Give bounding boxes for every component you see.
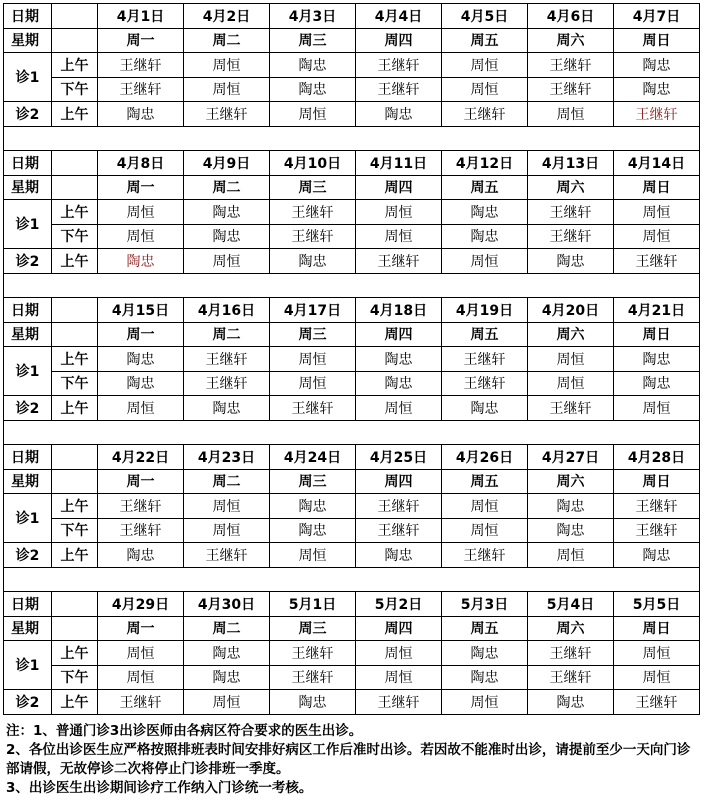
doctor-cell: 王继轩 (270, 665, 356, 690)
doctor-cell: 周恒 (98, 396, 184, 421)
empty-cell (52, 592, 98, 617)
doctor-cell: 周恒 (356, 641, 442, 666)
doctor-cell: 王继轩 (614, 518, 700, 543)
doctor-cell: 陶忠 (614, 347, 700, 372)
doctor-cell: 王继轩 (98, 690, 184, 715)
pm-label: 下午 (52, 518, 98, 543)
am-label: 上午 (52, 494, 98, 519)
doctor-cell: 陶忠 (528, 249, 614, 274)
clinic1-am-row (4, 200, 700, 225)
date-cell: 4月12日 (442, 151, 528, 176)
separator-cell (4, 420, 700, 445)
am-label: 上午 (52, 200, 98, 225)
weekday-row (4, 469, 700, 494)
doctor-cell: 王继轩 (528, 641, 614, 666)
date-row (4, 4, 700, 29)
weekday-cell: 周三 (270, 469, 356, 494)
weekday-cell: 周五 (442, 469, 528, 494)
weekday-cell: 周一 (98, 28, 184, 53)
clinic1-pm-row (4, 224, 700, 249)
separator-cell (4, 126, 700, 151)
weekday-cell: 周一 (98, 322, 184, 347)
weekday-label: 星期 (4, 616, 52, 641)
weekday-row (4, 322, 700, 347)
clinic1-label: 诊1 (4, 347, 52, 396)
date-cell: 4月5日 (442, 4, 528, 29)
doctor-cell: 王继轩 (528, 665, 614, 690)
doctor-cell: 周恒 (98, 224, 184, 249)
doctor-cell: 王继轩 (184, 102, 270, 127)
doctor-cell: 王继轩 (528, 224, 614, 249)
doctor-cell: 王继轩 (184, 347, 270, 372)
empty-cell (52, 322, 98, 347)
doctor-cell: 陶忠 (614, 371, 700, 396)
weekday-label: 星期 (4, 322, 52, 347)
doctor-cell: 王继轩 (528, 396, 614, 421)
doctor-cell: 陶忠 (356, 102, 442, 127)
am-label: 上午 (52, 347, 98, 372)
am-label: 上午 (52, 641, 98, 666)
doctor-cell: 王继轩 (98, 494, 184, 519)
doctor-cell: 陶忠 (184, 665, 270, 690)
date-label: 日期 (4, 4, 52, 29)
clinic1-label: 诊1 (4, 641, 52, 690)
doctor-cell: 陶忠 (98, 102, 184, 127)
empty-cell (52, 4, 98, 29)
am-label: 上午 (52, 396, 98, 421)
date-cell: 4月13日 (528, 151, 614, 176)
date-row (4, 445, 700, 470)
clinic1-pm-row (4, 77, 700, 102)
doctor-cell: 周恒 (442, 518, 528, 543)
doctor-cell: 周恒 (528, 347, 614, 372)
doctor-cell: 王继轩 (270, 224, 356, 249)
clinic2-am-row (4, 249, 700, 274)
doctor-cell: 陶忠 (270, 518, 356, 543)
doctor-cell: 周恒 (528, 371, 614, 396)
doctor-cell: 陶忠 (356, 543, 442, 568)
clinic2-label: 诊2 (4, 543, 52, 568)
doctor-cell: 周恒 (356, 224, 442, 249)
clinic1-pm-row (4, 518, 700, 543)
empty-cell (52, 28, 98, 53)
doctor-cell: 周恒 (270, 543, 356, 568)
clinic1-am-row (4, 641, 700, 666)
clinic2-am-row (4, 396, 700, 421)
doctor-cell: 陶忠 (528, 494, 614, 519)
weekday-cell: 周一 (98, 616, 184, 641)
date-cell: 4月2日 (184, 4, 270, 29)
weekday-cell: 周六 (528, 28, 614, 53)
clinic2-am-row (4, 690, 700, 715)
date-cell: 4月21日 (614, 298, 700, 323)
doctor-cell: 王继轩 (442, 102, 528, 127)
am-label: 上午 (52, 690, 98, 715)
doctor-cell: 陶忠 (184, 200, 270, 225)
doctor-cell: 陶忠 (356, 347, 442, 372)
doctor-cell: 周恒 (528, 543, 614, 568)
doctor-cell: 周恒 (184, 494, 270, 519)
weekday-cell: 周日 (614, 28, 700, 53)
doctor-cell: 周恒 (356, 665, 442, 690)
date-cell: 4月26日 (442, 445, 528, 470)
weekday-cell: 周五 (442, 616, 528, 641)
clinic1-label: 诊1 (4, 494, 52, 543)
weekday-cell: 周三 (270, 616, 356, 641)
date-cell: 4月6日 (528, 4, 614, 29)
date-cell: 5月4日 (528, 592, 614, 617)
clinic2-label: 诊2 (4, 249, 52, 274)
doctor-cell: 王继轩 (270, 200, 356, 225)
doctor-cell: 陶忠 (442, 396, 528, 421)
doctor-cell: 周恒 (270, 102, 356, 127)
doctor-cell: 周恒 (184, 53, 270, 78)
am-label: 上午 (52, 102, 98, 127)
date-cell: 4月18日 (356, 298, 442, 323)
clinic2-label: 诊2 (4, 396, 52, 421)
doctor-cell: 陶忠 (528, 518, 614, 543)
date-cell: 4月3日 (270, 4, 356, 29)
weekday-row (4, 616, 700, 641)
notes (6, 722, 700, 798)
doctor-cell: 周恒 (442, 53, 528, 78)
doctor-cell: 王继轩 (356, 494, 442, 519)
weekday-cell: 周二 (184, 175, 270, 200)
date-cell: 4月9日 (184, 151, 270, 176)
doctor-cell: 陶忠 (184, 641, 270, 666)
week-separator (4, 273, 700, 298)
empty-cell (52, 616, 98, 641)
doctor-cell: 王继轩 (356, 249, 442, 274)
date-cell: 4月14日 (614, 151, 700, 176)
doctor-cell: 王继轩 (614, 249, 700, 274)
doctor-cell: 陶忠 (184, 224, 270, 249)
separator-cell (4, 273, 700, 298)
doctor-cell: 周恒 (270, 347, 356, 372)
doctor-cell: 周恒 (442, 690, 528, 715)
doctor-cell: 周恒 (98, 665, 184, 690)
doctor-cell: 陶忠 (270, 53, 356, 78)
doctor-cell: 王继轩 (356, 53, 442, 78)
doctor-cell: 王继轩 (184, 371, 270, 396)
date-cell: 4月20日 (528, 298, 614, 323)
clinic1-pm-row (4, 371, 700, 396)
date-row (4, 298, 700, 323)
weekday-cell: 周日 (614, 322, 700, 347)
doctor-cell: 陶忠 (184, 396, 270, 421)
doctor-cell: 王继轩 (528, 77, 614, 102)
date-cell: 5月1日 (270, 592, 356, 617)
doctor-cell: 周恒 (98, 200, 184, 225)
doctor-cell: 周恒 (98, 641, 184, 666)
empty-cell (52, 151, 98, 176)
doctor-cell: 王继轩 (442, 543, 528, 568)
doctor-cell: 周恒 (184, 690, 270, 715)
doctor-cell: 周恒 (614, 224, 700, 249)
doctor-cell: 周恒 (528, 102, 614, 127)
date-label: 日期 (4, 445, 52, 470)
weekday-cell: 周五 (442, 28, 528, 53)
weekday-cell: 周四 (356, 28, 442, 53)
date-cell: 4月25日 (356, 445, 442, 470)
weekday-cell: 周二 (184, 322, 270, 347)
pm-label: 下午 (52, 224, 98, 249)
doctor-cell: 周恒 (356, 200, 442, 225)
date-cell: 4月17日 (270, 298, 356, 323)
clinic1-am-row (4, 347, 700, 372)
date-cell: 4月27日 (528, 445, 614, 470)
doctor-cell: 王继轩 (356, 77, 442, 102)
doctor-cell: 周恒 (614, 396, 700, 421)
clinic1-label: 诊1 (4, 200, 52, 249)
weekday-cell: 周日 (614, 616, 700, 641)
doctor-cell: 王继轩 (98, 77, 184, 102)
doctor-cell: 周恒 (614, 200, 700, 225)
doctor-cell-highlighted: 陶忠 (98, 249, 184, 274)
am-label: 上午 (52, 543, 98, 568)
clinic1-am-row (4, 53, 700, 78)
date-cell: 4月28日 (614, 445, 700, 470)
doctor-cell: 王继轩 (442, 347, 528, 372)
weekday-cell: 周三 (270, 175, 356, 200)
date-label: 日期 (4, 298, 52, 323)
empty-cell (52, 298, 98, 323)
doctor-cell: 陶忠 (270, 249, 356, 274)
pm-label: 下午 (52, 77, 98, 102)
doctor-cell: 王继轩 (270, 641, 356, 666)
doctor-cell: 陶忠 (614, 543, 700, 568)
note-1: 注：1、普通门诊3出诊医师由各病区符合要求的医生出诊。 (6, 723, 363, 739)
doctor-cell: 陶忠 (442, 641, 528, 666)
week-separator (4, 567, 700, 592)
weekday-cell: 周三 (270, 28, 356, 53)
doctor-cell: 王继轩 (528, 53, 614, 78)
week-separator (4, 420, 700, 445)
doctor-cell: 周恒 (184, 249, 270, 274)
empty-cell (52, 175, 98, 200)
doctor-cell-highlighted: 王继轩 (614, 102, 700, 127)
doctor-cell: 周恒 (184, 77, 270, 102)
weekday-cell: 周三 (270, 322, 356, 347)
am-label: 上午 (52, 53, 98, 78)
doctor-cell: 王继轩 (528, 200, 614, 225)
weekday-cell: 周一 (98, 469, 184, 494)
clinic1-am-row (4, 494, 700, 519)
weekday-label: 星期 (4, 28, 52, 53)
weekday-cell: 周二 (184, 28, 270, 53)
date-cell: 4月22日 (98, 445, 184, 470)
week-separator (4, 126, 700, 151)
weekday-cell: 周日 (614, 469, 700, 494)
note-2: 2、各位出诊医生应严格按照排班表时间安排好病区工作后准时出诊。若因故不能准时出诊，请提前至少一天向门诊部请假，无故停诊二次将停止门诊排班一季度。 (6, 742, 691, 777)
doctor-cell: 陶忠 (98, 543, 184, 568)
weekday-cell: 周六 (528, 175, 614, 200)
pm-label: 下午 (52, 371, 98, 396)
date-cell: 4月8日 (98, 151, 184, 176)
doctor-cell: 周恒 (442, 77, 528, 102)
date-cell: 4月23日 (184, 445, 270, 470)
doctor-cell: 周恒 (614, 641, 700, 666)
doctor-cell: 王继轩 (270, 396, 356, 421)
empty-cell (52, 469, 98, 494)
weekday-cell: 周二 (184, 469, 270, 494)
doctor-cell: 王继轩 (614, 494, 700, 519)
date-cell: 4月16日 (184, 298, 270, 323)
doctor-cell: 陶忠 (270, 77, 356, 102)
weekday-cell: 周四 (356, 322, 442, 347)
weekday-cell: 周四 (356, 469, 442, 494)
doctor-cell: 王继轩 (442, 371, 528, 396)
weekday-cell: 周四 (356, 616, 442, 641)
doctor-cell: 陶忠 (270, 690, 356, 715)
weekday-row (4, 28, 700, 53)
date-row (4, 151, 700, 176)
doctor-cell: 陶忠 (442, 665, 528, 690)
date-label: 日期 (4, 592, 52, 617)
weekday-cell: 周五 (442, 175, 528, 200)
doctor-cell: 陶忠 (356, 371, 442, 396)
date-row (4, 592, 700, 617)
pm-label: 下午 (52, 665, 98, 690)
doctor-cell: 王继轩 (614, 690, 700, 715)
date-cell: 4月24日 (270, 445, 356, 470)
date-cell: 4月4日 (356, 4, 442, 29)
weekday-label: 星期 (4, 175, 52, 200)
doctor-cell: 陶忠 (442, 224, 528, 249)
weekday-cell: 周六 (528, 469, 614, 494)
clinic1-label: 诊1 (4, 53, 52, 102)
separator-cell (4, 567, 700, 592)
doctor-cell: 周恒 (184, 518, 270, 543)
empty-cell (52, 445, 98, 470)
weekday-row (4, 175, 700, 200)
doctor-cell: 陶忠 (442, 200, 528, 225)
doctor-cell: 陶忠 (614, 77, 700, 102)
clinic1-pm-row (4, 665, 700, 690)
clinic2-label: 诊2 (4, 102, 52, 127)
date-cell: 5月3日 (442, 592, 528, 617)
doctor-cell: 陶忠 (98, 371, 184, 396)
note-3: 3、出诊医生出诊期间诊疗工作纳入门诊统一考核。 (6, 780, 313, 796)
date-cell: 4月1日 (98, 4, 184, 29)
doctor-cell: 王继轩 (356, 690, 442, 715)
date-cell: 4月29日 (98, 592, 184, 617)
clinic2-am-row (4, 543, 700, 568)
weekday-cell: 周日 (614, 175, 700, 200)
date-cell: 5月5日 (614, 592, 700, 617)
clinic2-label: 诊2 (4, 690, 52, 715)
doctor-cell: 周恒 (614, 665, 700, 690)
weekday-cell: 周一 (98, 175, 184, 200)
doctor-cell: 周恒 (356, 396, 442, 421)
date-cell: 4月10日 (270, 151, 356, 176)
doctor-cell: 周恒 (442, 249, 528, 274)
clinic2-am-row (4, 102, 700, 127)
weekday-cell: 周二 (184, 616, 270, 641)
doctor-cell: 王继轩 (98, 518, 184, 543)
date-label: 日期 (4, 151, 52, 176)
date-cell: 4月19日 (442, 298, 528, 323)
weekday-cell: 周四 (356, 175, 442, 200)
doctor-cell: 陶忠 (528, 690, 614, 715)
doctor-cell: 陶忠 (98, 347, 184, 372)
date-cell: 4月11日 (356, 151, 442, 176)
am-label: 上午 (52, 249, 98, 274)
doctor-cell: 王继轩 (356, 518, 442, 543)
weekday-cell: 周六 (528, 322, 614, 347)
date-cell: 5月2日 (356, 592, 442, 617)
doctor-cell: 周恒 (270, 371, 356, 396)
doctor-cell: 周恒 (442, 494, 528, 519)
doctor-cell: 陶忠 (614, 53, 700, 78)
date-cell: 4月30日 (184, 592, 270, 617)
duty-schedule-table (3, 3, 700, 715)
weekday-label: 星期 (4, 469, 52, 494)
weekday-cell: 周五 (442, 322, 528, 347)
date-cell: 4月15日 (98, 298, 184, 323)
weekday-cell: 周六 (528, 616, 614, 641)
doctor-cell: 陶忠 (270, 494, 356, 519)
doctor-cell: 王继轩 (184, 543, 270, 568)
doctor-cell: 王继轩 (98, 53, 184, 78)
date-cell: 4月7日 (614, 4, 700, 29)
